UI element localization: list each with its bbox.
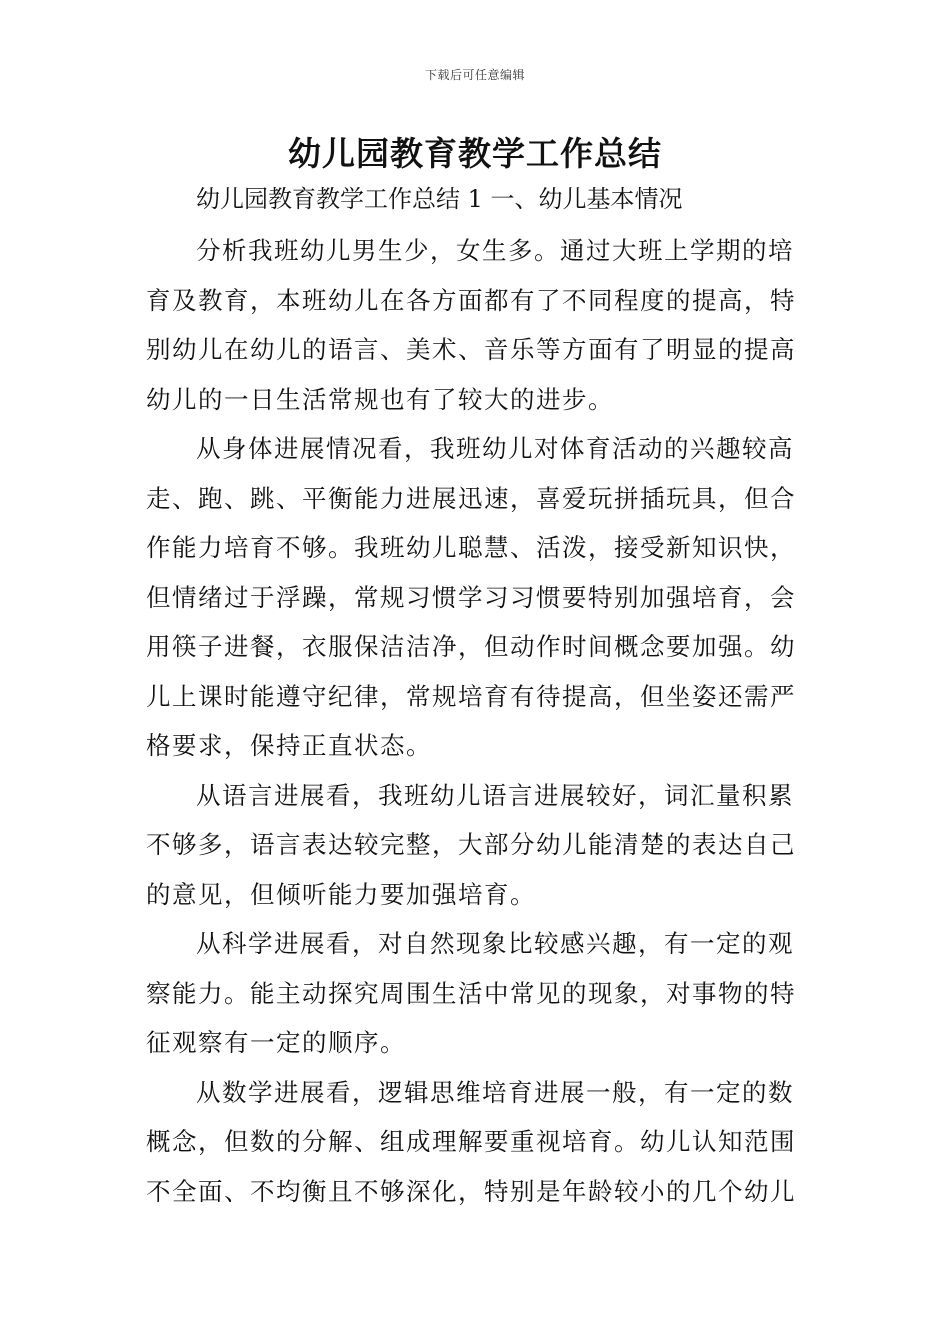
text-line: 作能力培育不够。我班幼儿聪慧、活泼，接受新知识快， bbox=[146, 533, 796, 562]
section-heading: 幼儿园教育教学工作总结 1 一、幼儿基本情况 bbox=[196, 185, 683, 213]
text-line: 从科学进展看，对自然现象比较感兴趣，有一定的观 bbox=[196, 929, 794, 958]
text-line: 儿上课时能遵守纪律，常规培育有待提高，但坐姿还需严 bbox=[146, 681, 796, 711]
text-line: 从语言进展看，我班幼儿语言进展较好，词汇量积累 bbox=[196, 780, 794, 810]
header-note: 下载后可任意编辑 bbox=[424, 68, 525, 82]
text-line: 幼儿的一日生活常规也有了较大的进步。 bbox=[146, 384, 614, 414]
text-line: 征观察有一定的顺序。 bbox=[146, 1028, 406, 1057]
document-title: 幼儿园教育教学工作总结 bbox=[288, 134, 662, 173]
text-line: 概念，但数的分解、组成理解要重视培育。幼儿认知范围 bbox=[146, 1127, 796, 1156]
text-line: 从身体进展情况看，我班幼儿对体育活动的兴趣较高 bbox=[196, 434, 794, 463]
text-line: 育及教育，本班幼儿在各方面都有了不同程度的提高，特 bbox=[146, 285, 796, 315]
text-line: 走、跑、跳、平衡能力进展迅速，喜爱玩拼插玩具，但合 bbox=[146, 483, 796, 513]
body-text bbox=[146, 226, 806, 1216]
text-line: 从数学进展看，逻辑思维培育进展一般，有一定的数 bbox=[196, 1077, 794, 1107]
text-line: 不全面、不均衡且不够深化，特别是年龄较小的几个幼儿 bbox=[146, 1176, 796, 1206]
text-line: 格要求，保持正直状态。 bbox=[146, 731, 432, 760]
text-line: 分析我班幼儿男生少，女生多。通过大班上学期的培 bbox=[196, 236, 794, 265]
text-line: 用筷子进餐，衣服保洁洁净，但动作时间概念要加强。幼 bbox=[146, 632, 796, 661]
text-line: 的意见，但倾听能力要加强培育。 bbox=[146, 879, 536, 909]
text-line: 但情绪过于浮躁，常规习惯学习习惯要特别加强培育，会 bbox=[146, 582, 796, 612]
text-line: 别幼儿在幼儿的语言、美术、音乐等方面有了明显的提高 bbox=[146, 335, 796, 364]
text-line: 不够多，语言表达较完整，大部分幼儿能清楚的表达自己 bbox=[146, 830, 796, 859]
text-line: 察能力。能主动探究周围生活中常见的现象，对事物的特 bbox=[146, 978, 796, 1008]
